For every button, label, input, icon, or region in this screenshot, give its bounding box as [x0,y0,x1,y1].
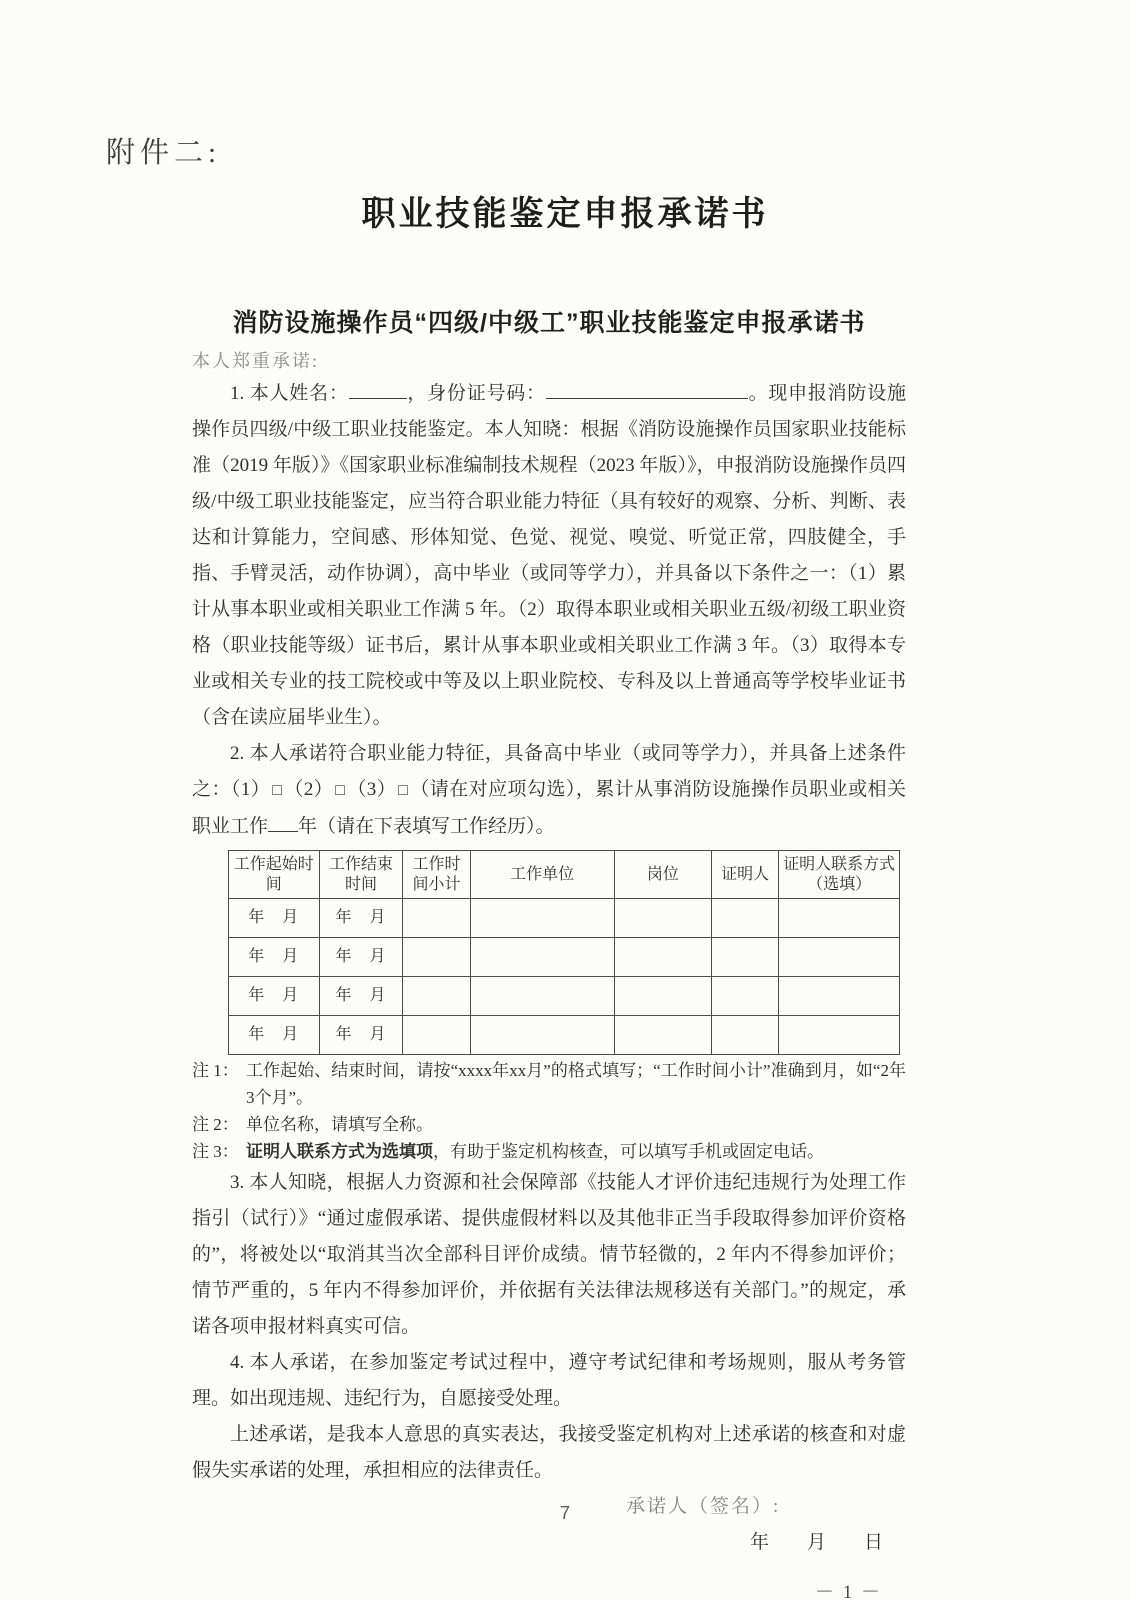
cell-unit[interactable] [470,899,614,938]
paragraph-1-lead: 1. 本人姓名： [230,383,349,404]
paragraph-1-mid: ，身份证号码： [406,383,546,404]
document-subtitle: 消防设施操作员“四级/中级工”职业技能鉴定申报承诺书 [232,309,866,337]
option-2-label: （2） [284,779,334,800]
cell-unit[interactable] [470,977,614,1016]
cell-unit[interactable] [470,938,614,977]
header-end-time: 工作结束时间 [319,851,403,899]
work-history-table [228,850,900,1055]
cell-start: 年 月 [229,977,320,1016]
cell-witness[interactable] [712,938,779,977]
cell-witness[interactable] [712,977,779,1016]
paragraph-1-rest: 。现申报消防设施操作员四级/中级工职业技能鉴定。本人知晓：根据《消防设施操作员国家职业技能标准（2019 年版）》《国家职业标准编制技术规程（2023 年版）》，申报消防设施操作员四级/中级工职业技能鉴定，应当符合职业能力特征（具有较好的观察、分析、判断、表达和计算能力，空间感、形体知觉、色觉、视觉、嗅觉、听觉正常，四肢健全，手指、手臂灵活，动作协调），高中毕业（或同等学力），并具备以下条件之一：（1）累计从事本职业或相关职业工作满 5 年。（2）取得本职业或相关职业五级/初级工职业资格（职业技能等级）证书后，累计从事本职业或相关职业工作满 3 年。（3）取得本专业或相关专业的技工院校或中等及以上职业院校、专科及以上普通高等学校毕业证书（含在读应届毕业生）。 [192,383,906,728]
note-3-label: 注 3： [192,1142,239,1161]
cell-unit[interactable] [470,1016,614,1055]
cell-post[interactable] [614,938,711,977]
paragraph-2-after: （请在对应项勾选），累计从事消防设施操作员职业或相关职业工作 [192,779,906,837]
signature-date-line: 年 月 日 [750,1532,884,1553]
checkbox-option-2[interactable]: □ [335,782,346,799]
header-subtotal: 工作时间小计 [403,851,470,899]
note-3-text: ，有助于鉴定机构核查，可以填写手机或固定电话。 [433,1142,824,1161]
note-2 [192,1111,906,1138]
pledge-intro: 本人郑重承诺: [192,351,320,371]
note-3-bold-text: 证明人联系方式为选填项 [246,1142,433,1161]
checkbox-option-1[interactable]: □ [272,782,283,799]
page-number: 7 [559,1503,570,1523]
cell-start: 年 月 [229,899,320,938]
document-body [192,306,906,1600]
page-marker: － 1 － [814,1582,882,1600]
note-2-label: 注 2： [192,1115,239,1134]
cell-post[interactable] [614,899,711,938]
note-1-text: 工作起始、结束时间，请按“xxxx年xx月”的格式填写；“工作时间小计”准确到月，如“2年3个月”。 [246,1061,906,1107]
signer-label: 承诺人（签名）: [626,1496,781,1517]
cell-subtotal[interactable] [403,1016,470,1055]
cell-contact[interactable] [779,899,900,938]
paragraph-4: 4. 本人承诺，在参加鉴定考试过程中，遵守考试纪律和考场规则，服从考务管理。如出现违规、违纪行为，自愿接受处理。 [192,1352,906,1409]
table-row [229,899,900,938]
option-3-label: （3） [347,779,397,800]
option-1-label: （1） [230,779,271,800]
cell-contact[interactable] [779,977,900,1016]
cell-end: 年 月 [319,938,403,977]
table-row [229,1016,900,1055]
checkbox-option-3[interactable]: □ [398,782,409,799]
paragraph-1 [192,376,906,736]
name-blank-field[interactable] [349,379,407,399]
cell-start: 年 月 [229,938,320,977]
paragraph-2-tail: 年（请在下表填写工作经历）。 [298,816,555,837]
work-years-blank-field[interactable] [268,812,298,832]
cell-contact[interactable] [779,1016,900,1055]
table-header-row [229,851,900,899]
note-2-text: 单位名称，请填写全称。 [246,1115,433,1134]
closing-paragraph: 上述承诺，是我本人意思的真实表达，我接受鉴定机构对上述承诺的核查和对虚假失实承诺的处理，承担相应的法律责任。 [192,1424,906,1481]
header-work-unit: 工作单位 [470,851,614,899]
cell-subtotal[interactable] [403,977,470,1016]
cell-end: 年 月 [319,1016,403,1055]
cell-witness[interactable] [712,1016,779,1055]
note-1-label: 注 1： [192,1061,239,1080]
cell-end: 年 月 [319,977,403,1016]
cell-post[interactable] [614,977,711,1016]
cell-witness[interactable] [712,899,779,938]
header-witness-contact: 证明人联系方式（选填） [779,851,900,899]
note-1 [192,1057,906,1111]
table-notes [192,1057,906,1165]
note-3 [192,1138,906,1165]
header-post: 岗位 [614,851,711,899]
cell-subtotal[interactable] [403,899,470,938]
id-number-blank-field[interactable] [546,379,748,399]
cell-start: 年 月 [229,1016,320,1055]
header-start-time: 工作起始时间 [229,851,320,899]
attachment-label: 附件二: [106,137,222,169]
paragraph-2 [192,736,906,845]
table-row [229,977,900,1016]
header-witness: 证明人 [712,851,779,899]
cell-contact[interactable] [779,938,900,977]
document-title: 职业技能鉴定申报承诺书 [361,195,769,233]
paragraph-2-lead: 2. 本人承诺符合职业能力特征，具备高中毕业（或同等学力），并具备上述条件之： [192,743,906,800]
cell-post[interactable] [614,1016,711,1055]
cell-end: 年 月 [319,899,403,938]
paragraph-3: 3. 本人知晓，根据人力资源和社会保障部《技能人才评价违纪违规行为处理工作指引（试行）》“通过虚假承诺、提供虚假材料以及其他非正当手段取得参加评价资格的”，将被处以“取消其当次全部科目评价成绩。情节轻微的，2 年内不得参加评价；情节严重的，5 年内不得参加评价，并依据有关法律法规移送有关部门。”的规定，承诺各项申报材料真实可信。 [192,1172,906,1337]
table-row [229,938,900,977]
cell-subtotal[interactable] [403,938,470,977]
